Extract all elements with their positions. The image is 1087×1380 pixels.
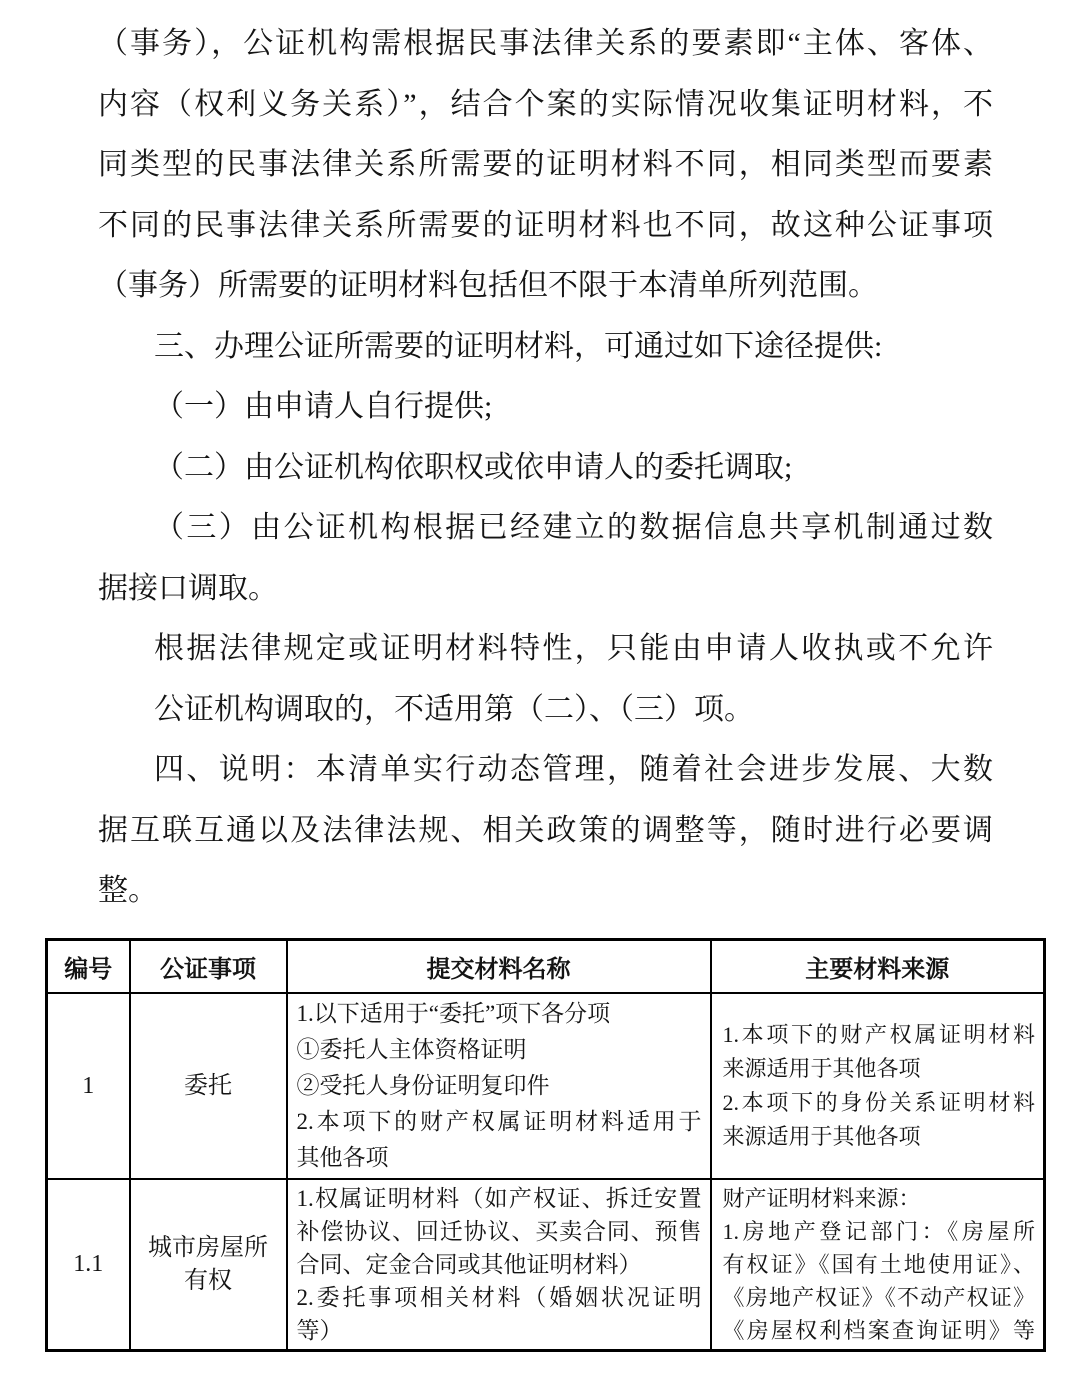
table-header-source: 主要材料来源 (711, 940, 1045, 994)
text-line: （二）由公证机构依职权或依申请人的委托调取; (154, 450, 793, 484)
material-line: ①委托人主体资格证明 (296, 1037, 527, 1062)
text-line: 不同的民事法律关系所需要的证明材料也不同，故这种公证事项 (98, 208, 993, 242)
text-line: 整。 (98, 874, 158, 907)
matter-cell (130, 993, 287, 1179)
matter-line: 城市房屋所 (148, 1234, 268, 1261)
source-line: 《房屋权利档案查询证明》等 (722, 1318, 1035, 1343)
text-line: 根据法律规定或证明材料特性，只能由申请人收执或不允许 (154, 632, 993, 665)
table-header-row (47, 940, 1045, 994)
materials-table (45, 938, 1046, 1352)
table-header-material: 提交材料名称 (287, 940, 711, 994)
table-row (47, 993, 1045, 1179)
material-line: 2.本项下的财产权属证明材料适用于 (296, 1109, 702, 1134)
text-line: 内容（权利义务关系）”，结合个案的实际情况收集证明材料，不 (98, 87, 993, 121)
body-text (98, 14, 993, 922)
text-line: （一）由申请人自行提供; (154, 390, 493, 423)
material-line: 等） (296, 1318, 343, 1343)
table-header-number: 编号 (47, 940, 130, 994)
material-line: 1.以下适用于“委托”项下各分项 (296, 1001, 611, 1026)
material-line: ②受托人身份证明复印件 (296, 1073, 550, 1098)
source-line: 来源适用于其他各项 (722, 1056, 921, 1081)
text-line: 同类型的民事法律关系所需要的证明材料不同，相同类型而要素 (98, 148, 993, 181)
sources-cell (711, 993, 1045, 1179)
source-line: 财产证明材料来源： (722, 1186, 921, 1211)
text-line: （三）由公证机构根据已经建立的数据信息共享机制通过数 (154, 511, 993, 544)
matter-line: 委托 (184, 1072, 232, 1099)
source-line: 来源适用于其他各项 (722, 1124, 921, 1149)
text-line: （事务）所需要的证明材料包括但不限于本清单所列范围。 (98, 269, 878, 302)
materials-cell (287, 993, 711, 1179)
text-line: 四、说明：本清单实行动态管理，随着社会进步发展、大数 (154, 753, 993, 786)
sources-cell (711, 1179, 1045, 1351)
material-line: 合同、定金合同或其他证明材料） (296, 1252, 642, 1277)
row-number-cell: 1.1 (47, 1179, 130, 1351)
text-line: 据接口调取。 (98, 571, 278, 605)
text-line: （事务），公证机构需根据民事法律关系的要素即“主体、客体、 (98, 27, 993, 60)
source-line: 1.本项下的财产权属证明材料 (722, 1022, 1035, 1047)
material-line: 补偿协议、回迁协议、买卖合同、预售 (296, 1219, 702, 1244)
materials-cell (287, 1179, 711, 1351)
table-row (47, 1179, 1045, 1351)
text-line: 三、办理公证所需要的证明材料，可通过如下途径提供: (154, 329, 883, 363)
row-number-cell: 1 (47, 993, 130, 1179)
material-line: 1.权属证明材料（如产权证、拆迁安置 (296, 1186, 702, 1211)
source-line: 1.房地产登记部门：《房屋所 (722, 1219, 1035, 1244)
material-line: 其他各项 (296, 1145, 389, 1170)
matter-cell (130, 1179, 287, 1351)
text-line: 据互联互通以及法律法规、相关政策的调整等，随时进行必要调 (98, 813, 993, 847)
matter-line: 有权 (184, 1267, 232, 1294)
source-line: 有权证》《国有土地使用证》、 (722, 1252, 1035, 1277)
source-line: 《房地产权证》《不动产权证》 (722, 1285, 1035, 1310)
source-line: 2.本项下的身份关系证明材料 (722, 1090, 1035, 1115)
table-header-matter: 公证事项 (130, 940, 287, 994)
text-line: 公证机构调取的，不适用第（二）、（三）项。 (154, 692, 754, 726)
material-line: 2.委托事项相关材料（婚姻状况证明 (296, 1285, 702, 1310)
